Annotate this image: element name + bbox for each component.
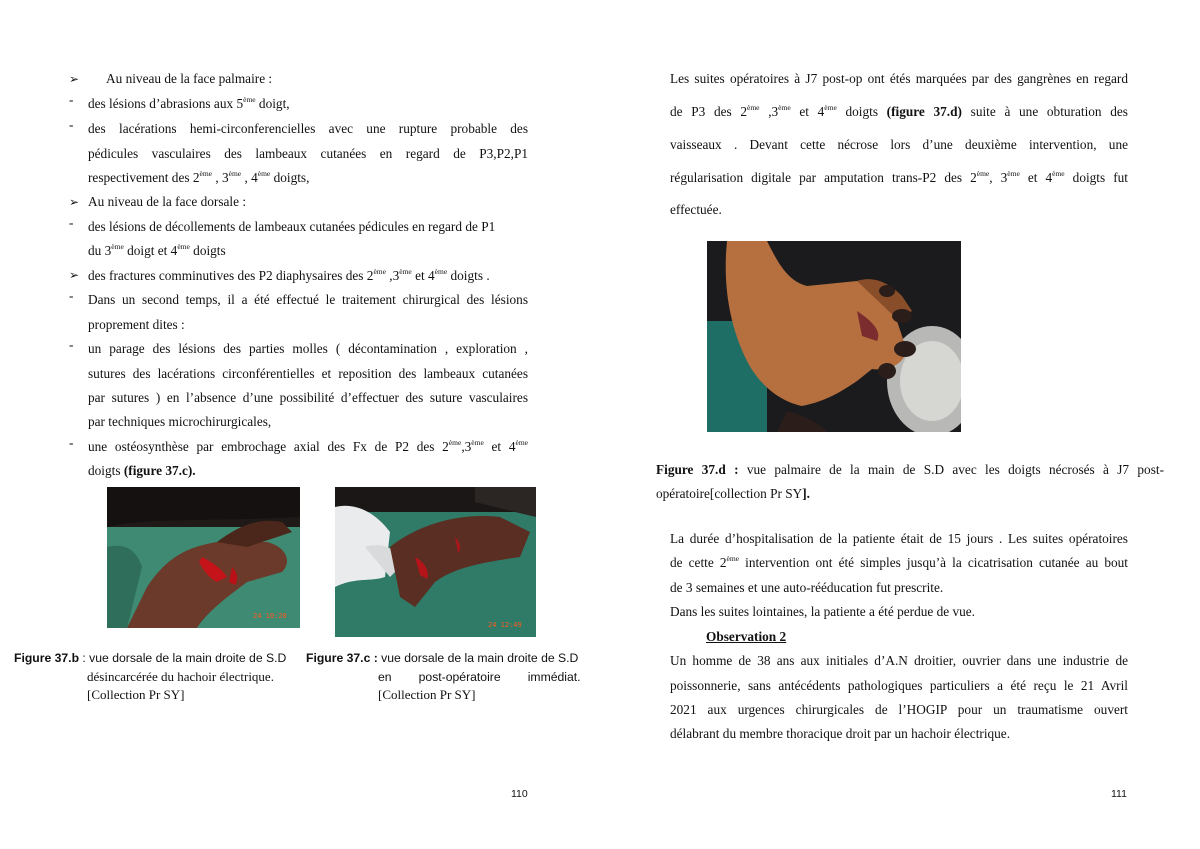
decollement-line-2: du 3ème doigt et 4ème doigts (88, 242, 226, 258)
osteosynthese-line-1: une ostéosynthèse par embrochage axial des Fx de P2 des 2ème,3ème et 4ème (88, 438, 528, 454)
fractures-line: des fractures comminutives des P2 diaphysaires des 2ème ,3ème et 4ème doigts . (88, 267, 490, 283)
hospitalisation-line-4: Dans les suites lointaines, la patiente a été perdue de vue. (670, 604, 975, 619)
arrow-bullet-icon: ➢ (69, 72, 80, 86)
parage-line-3: par sutures ) en l’absence d’une possibilité d’effectuer des suture vasculaires (88, 390, 528, 405)
dash-bullet: - (69, 435, 74, 450)
dorsal-heading: Au niveau de la face dorsale : (88, 194, 247, 209)
figure-37d-caption: Figure 37.d : vue palmaire de la main de S.D avec les doigts nécrosés à J7 post- opératoire[collection Pr SY]. (656, 462, 1164, 501)
hospitalisation-line-2: de cette 2ème intervention ont été simples jusqu’à la cicatrisation cutanée au bout (670, 554, 1128, 570)
right-page (600, 0, 1200, 849)
laceration-line-2: pédicules vasculaires des lambeaux cutanées en regard de P3,P2,P1 (88, 146, 528, 161)
figure-37c-photo (335, 487, 536, 637)
figure-37b-caption: Figure 37.b : vue dorsale de la main droite de S.D désincarcérée du hachoir électrique. [Collection Pr SY] (14, 651, 287, 703)
suites-line-2: de P3 des 2ème ,3ème et 4ème doigts (figure 37.d) suite à une obturation des (670, 103, 1128, 119)
suites-line-4: régularisation digitale par amputation trans-P2 des 2ème, 3ème et 4ème doigts fut (670, 169, 1128, 185)
figure-37b-timestamp: 24 10:20 (253, 612, 287, 620)
observation-line-1: Un homme de 38 ans aux initiales d’A.N droitier, ouvrier dans une industrie de (670, 653, 1128, 668)
dash-bullet: - (69, 337, 74, 352)
parage-line-4: par techniques microchirurgicales, (88, 414, 272, 429)
dash-bullet: - (69, 215, 74, 230)
laceration-line-3: respectivement des 2ème , 3ème , 4ème doigts, (88, 169, 310, 185)
suites-line-5: effectuée. (670, 202, 722, 217)
hospitalisation-line-3: de 3 semaines et une auto-rééducation fut prescrite. (670, 580, 944, 595)
page-number: 111 (1111, 788, 1127, 800)
parage-line-2: sutures des lacérations circonférentielles et reposition des lambeaux cutanées (88, 366, 528, 381)
observation-line-2: poissonnerie, sans antécédents pathologiques particuliers a été reçu le 21 Avril (670, 678, 1128, 693)
arrow-bullet-icon: ➢ (69, 268, 80, 282)
arrow-bullet-icon: ➢ (69, 195, 80, 209)
figure-37c-caption: Figure 37.c : vue dorsale de la main droite de S.D en post-opératoire immédiat. [Collection Pr SY] (306, 651, 581, 703)
abrasion-line: des lésions d’abrasions aux 5ème doigt, (88, 95, 290, 111)
treatment-line-1: Dans un second temps, il a été effectué le traitement chirurgical des lésions (88, 292, 528, 307)
parage-line-1: un parage des lésions des parties molles ( décontamination , exploration , (88, 341, 528, 356)
page-number: 110 (511, 788, 528, 800)
dash-bullet: - (69, 288, 74, 303)
dash-bullet: - (69, 92, 74, 107)
dash-bullet: - (69, 117, 74, 132)
treatment-line-2: proprement dites : (88, 317, 185, 332)
figure-37b-photo (107, 487, 300, 628)
observation-line-3: 2021 aux urgences chirurgicales de l’HOGIP pour un traumatisme ouvert (670, 702, 1128, 717)
osteosynthese-line-2: doigts (figure 37.c). (88, 463, 196, 478)
decollement-line-1: des lésions de décollements de lambeaux cutanées pédicules en regard de P1 (88, 219, 496, 234)
suites-line-1: Les suites opératoires à J7 post-op ont étés marquées par des gangrènes en regard (670, 71, 1128, 86)
suites-line-3: vaisseaux . Devant cette nécrose lors d’une deuxième intervention, une (670, 137, 1128, 152)
hospitalisation-line-1: La durée d’hospitalisation de la patiente était de 15 jours . Les suites opératoires (670, 531, 1128, 546)
palmar-heading: Au niveau de la face palmaire : (106, 71, 273, 86)
figure-37d-photo (707, 241, 961, 432)
observation-line-4: délabrant du membre thoracique droit par un hachoir électrique. (670, 726, 1011, 741)
observation-2-heading: Observation 2 (706, 629, 787, 644)
figure-37c-timestamp: 24 12:49 (488, 621, 522, 629)
laceration-line-1: des lacérations hemi-circonferencielles avec une rupture probable des (88, 121, 528, 136)
